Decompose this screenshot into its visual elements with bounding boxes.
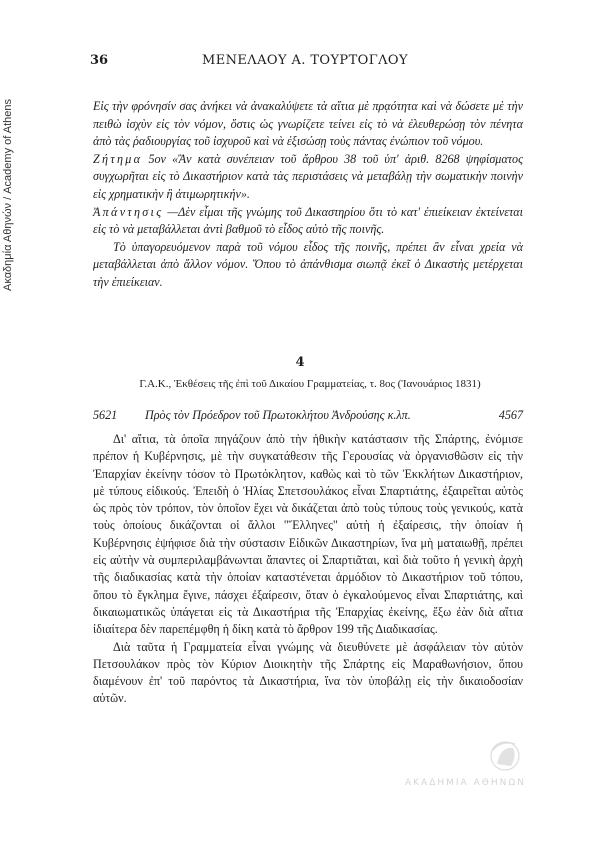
- question-label: Ζήτημα: [93, 151, 143, 166]
- athena-head-icon: [405, 738, 535, 778]
- page-number: 36: [90, 53, 109, 68]
- answer-label: Ἀπάντησις: [93, 204, 164, 219]
- section-number: 4: [295, 355, 305, 370]
- side-label: Ακαδημία Αθηνών / Academy of Athens: [2, 99, 14, 292]
- body-section-2: [93, 431, 523, 708]
- paragraph-6: Διὰ ταῦτα ἡ Γραμματεία εἶναι γνώμης νὰ διευθύνετε μὲ ἀσφάλειαν τὸν αὐτὸν Πετσουλάκον πρὸς τὸν Κύριον Διοικητὴν τῆς Σπάρτης εἰς Μαραθωνήσιον, ὅπου διαμένουν ἐπ' τοῦ παρόντος τὰ Δικαστήρια, ἵνα τὸν ὑποβάλῃ εἰς τὴν δικαιοδοσίαν αὐτῶν.: [93, 639, 523, 706]
- running-title: ΜΕΝΕΛΑΟΥ Α. ΤΟΥΡΤΟΓΛΟΥ: [202, 53, 408, 68]
- paragraph-question: [93, 151, 523, 204]
- paragraph-4: Τὸ ὑπαγορευόμενον παρὰ τοῦ νόμου εἶδος τῆς ποινῆς, πρέπει ἂν εἶναι χρεία νὰ μεταβάλλεται ἀπὸ ἄλλον νόμον. Ὅπου τὸ ἀπάνθισμα σιωπᾷ ἐκεῖ ὁ Δικαστὴς μετέρχεται τὴν ἐπιείκειαν.: [93, 239, 523, 289]
- body-section-1: [93, 98, 523, 292]
- document-number-left: 5621: [93, 408, 118, 422]
- paragraph-5: Δι' αἴτια, τὰ ὁποῖα πηγάζουν ἀπὸ τὴν ἠθικὴν κατάστασιν τῆς Σπάρτης, ἐνόμισε πρέπον ἡ Κυβέρνησις, μὲ τὴν συγκατάθεσιν τῆς Γερουσίας νὰ ὀργανισθῶσιν εἰς τὴν Ἐπαρχίαν ἐκείνην τόσον τὸ Πρωτόκλητον, καθὼς καὶ τὸ τῶν Ἐκκλήτων Δικαστήριον, μὲ τύπους εἰδικούς. Ἐπειδὴ ὁ Ἠλίας Σπετσουλάκος εἶναι Σπαρτιάτης, ἐξαιρεῖται αὐτὸς ὡς πρὸς τὸν τρόπον, τὸν ὁποῖον ἔχει νὰ δικάζεται ἀπὸ τοὺς τύπους τοὺς γενικούς, κατὰ τοὺς ὁποίους δικάζονται οἱ ἄλλοι "Ἕλληνες" αὐτὴ ἡ ἐξαίρεσις, τὴν ὁποίαν ἡ Κυβέρνησις ἐψήφισε διὰ τὴν σύστασιν Εἰδικῶν Δικαστηρίων, ἵνα μὴ ματαιωθῇ, πρέπει εἰς αὐτὴν νὰ συμπεριλαμβάνωνται ἅπαντες οἱ Σπαρτιᾶται, καὶ διὰ τοῦτο ἡ γενικὴ ἀρχὴ τῆς διαδικασίας κατὰ τὴν ὁποίαν καταστένεται ἁρμόδιον τὸ Δικαστήριον τοῦ τόπου, ὅπου τὸ ἔγκλημα ἔγινε, πάσχει ἐξαίρεσιν, ὅταν ὁ ἐγκαλούμενος εἶναι Σπαρτιάτης, καὶ δικαιωματικῶς ὑπάγεται εἰς τὰ Δικαστήρια τῆς Ἐπαρχίας ἐκείνης, ἔξω ἐὰν διὰ αἴτια ἰδιαίτερα δὲν παρεπέμφθη ἡ δίκη κατὰ τὸ ἄρθρον 199 τῆς Διαδικασίας.: [93, 432, 523, 637]
- document-number-right: 4567: [498, 408, 523, 422]
- document-addressee: Πρὸς τὸν Πρόεδρον τοῦ Πρωτοκλήτου Ἀνδρούσης κ.λπ.: [145, 408, 411, 422]
- paragraph-answer: [93, 204, 523, 239]
- document-heading: [93, 408, 523, 426]
- watermark-text: ΑΚΑΔΗΜΙΑ ΑΘΗΝΩΝ: [405, 778, 526, 788]
- academy-watermark: [405, 738, 535, 798]
- page-header: [90, 53, 520, 71]
- answer-text: —Δὲν εἶμαι τῆς γνώμης τοῦ Δικαστηρίου ὅτι τὸ κατ' ἐπιείκειαν ἐκτείνεται εἰς τὸ νὰ μεταβάλλεται ἀντὶ βαθμοῦ τὸ εἶδος αὐτὸ τῆς ποινῆς.: [93, 204, 524, 237]
- source-citation: Γ.Α.Κ., Ἐκθέσεις τῆς ἐπὶ τοῦ Δικαίου Γραμματείας, τ. 8ος (Ἰανουάριος 1831): [139, 378, 481, 390]
- question-text: 5ον «Ἂν κατὰ συνέπειαν τοῦ ἄρθρου 38 τοῦ ὑπ' ἀριθ. 8268 ψηφίσματος συγχωρῆται εἰς τὸ Δικαστήριον κατὰ τὰς περιστάσεις νὰ μεταβάλῃ τὴν σωματικὴν ποινὴν εἰς χρηματικὴν ἢ ἀτιμωρητικήν».: [93, 151, 523, 201]
- paragraph-1: Εἰς τὴν φρόνησίν σας ἀνήκει νὰ ἀνακαλύψετε τὰ αἴτια μὲ πρᾳότητα καὶ νὰ δώσετε μὲ τὴν πειθὼ ἰσχὺν εἰς τὸν νόμον, ὅστις ὡς γνωρίζετε τείνει εἰς τὸ νὰ ἐλευθερώσῃ τὸν πένητα ἀπὸ τὰς ῥαδιουργίας τοῦ ἰσχυροῦ καὶ νὰ ἐξισώσῃ τοὺς πάντας ἐνώπιον τοῦ νόμου.: [93, 99, 523, 149]
